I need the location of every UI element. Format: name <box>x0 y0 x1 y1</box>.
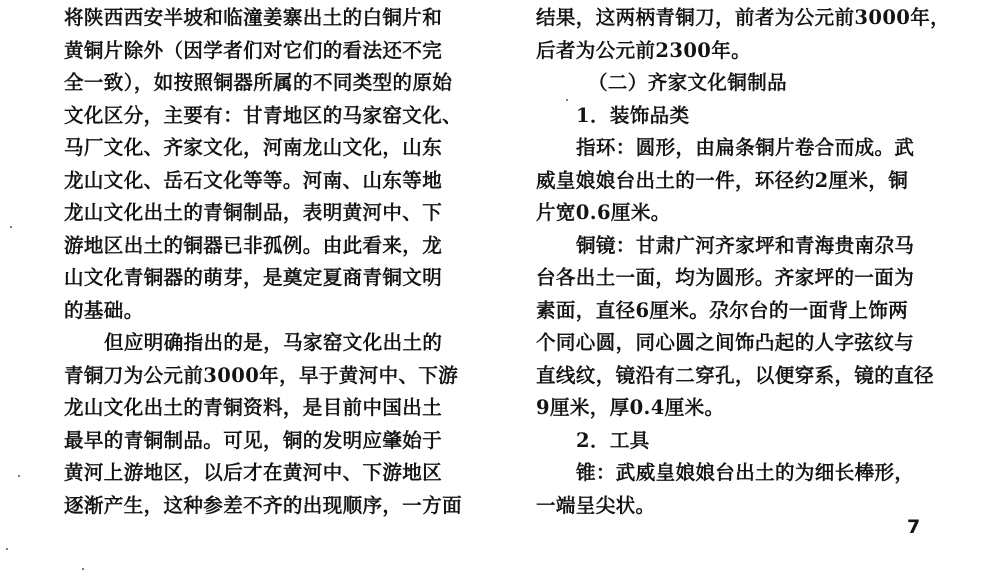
text-line: 山文化青铜器的萌芽，是奠定夏商青铜文明 <box>64 266 443 289</box>
scan-speck <box>10 226 12 228</box>
text-line: 文化区分，主要有：甘青地区的马家窑文化、 <box>64 103 463 127</box>
text-line: 龙山文化出土的青铜制品，表明黄河中、下 <box>64 201 443 224</box>
text-line: 最早的青铜制品。可见，铜的发明应肇始于 <box>64 428 443 452</box>
text-line: 马厂文化、齐家文化，河南龙山文化，山东 <box>64 136 443 159</box>
scan-speck <box>18 475 20 477</box>
scan-speck <box>82 568 84 570</box>
scan-speck <box>6 548 8 550</box>
paragraph-start-line: 锥：武威皇娘娘台出土的为细长棒形， <box>576 461 915 484</box>
text-line: 一端呈尖状。 <box>536 493 656 517</box>
text-line: 逐渐产生，这种参差不齐的出现顺序，一方面 <box>64 493 463 517</box>
text-line: 威皇娘娘台出土的一件，环径约2厘米，铜 <box>536 168 909 192</box>
paragraph-start-line: 指环：圆形，由扁条铜片卷合而成。武 <box>576 136 915 159</box>
page-number: 7 <box>907 516 921 538</box>
text-line: 全一致），如按照铜器所属的不同类型的原始 <box>64 71 453 94</box>
paragraph-start-line: 铜镜：甘肃广河齐家坪和青海贵南尕马 <box>576 233 915 257</box>
text-line: 直线纹，镜沿有二穿孔，以便穿系，镜的直径 <box>536 363 935 387</box>
text-line: 黄铜片除外（因学者们对它们的看法还不完 <box>64 38 443 62</box>
text-line: 黄河上游地区，以后才在黄河中、下游地区 <box>64 461 443 484</box>
text-line: 青铜刀为公元前3000年，早于黄河中、下游 <box>64 363 459 387</box>
text-line: 结果，这两柄青铜刀，前者为公元前3000年， <box>536 6 951 29</box>
text-line: 游地区出土的铜器已非孤例。由此看来，龙 <box>64 233 443 257</box>
text-line: 将陕西西安半坡和临潼姜寨出土的白铜片和 <box>64 6 443 29</box>
text-line: 后者为公元前2300年。 <box>536 38 752 62</box>
text-line: 片宽0.6厘米。 <box>536 201 671 224</box>
scan-speck <box>566 99 568 101</box>
text-line: 9厘米，厚0.4厘米。 <box>536 396 725 419</box>
right-text-column <box>536 2 956 522</box>
section-heading: （二）齐家文化铜制品 <box>588 71 788 94</box>
text-line: 龙山文化、岳石文化等等。河南、山东等地 <box>64 168 443 192</box>
text-line: 台各出土一面，均为圆形。齐家坪的一面为 <box>536 266 915 289</box>
text-line: 的基础。 <box>64 298 144 322</box>
left-text-column <box>64 2 484 522</box>
text-line: 龙山文化出土的青铜资料，是目前中国出土 <box>64 396 443 419</box>
paragraph-start-line: 但应明确指出的是，马家窑文化出土的 <box>104 331 443 354</box>
subsection-heading: 1．装饰品类 <box>576 103 690 127</box>
text-line: 素面，直径6厘米。尕尔台的一面背上饰两 <box>536 298 909 322</box>
subsection-heading: 2．工具 <box>576 428 650 452</box>
text-line: 个同心圆，同心圆之间饰凸起的人字弦纹与 <box>536 331 915 354</box>
